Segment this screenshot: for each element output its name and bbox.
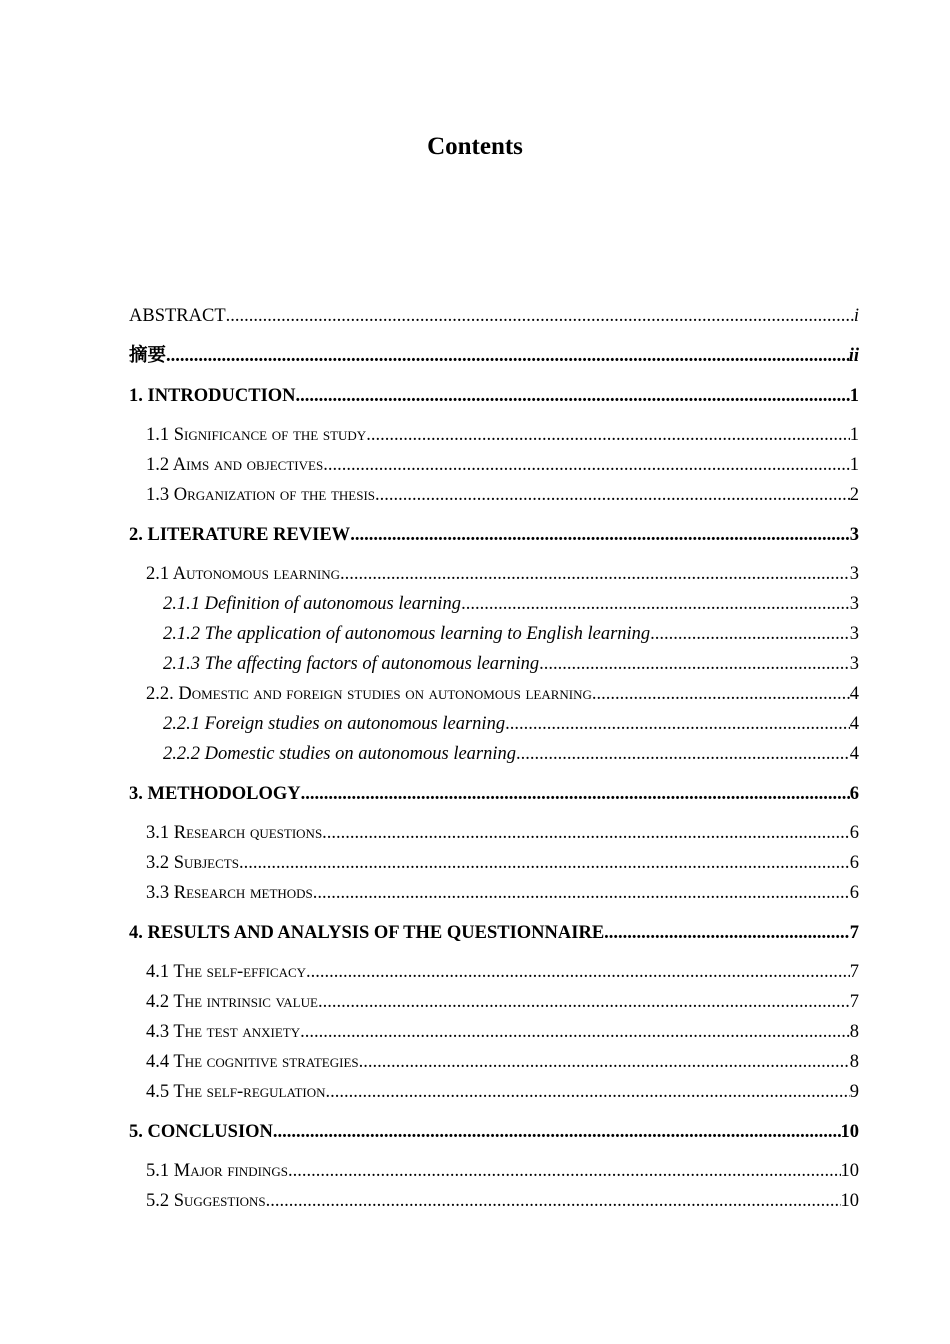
toc-entry-title: 2.1.1 Definition of autonomous learning	[163, 594, 462, 614]
toc-dot-leader	[301, 783, 850, 805]
toc-page-number: 9	[849, 1082, 859, 1102]
toc-entry-title: 2.1.3 The affecting factors of autonomous learning	[163, 654, 540, 674]
toc-entry[interactable]	[129, 783, 859, 805]
toc-dot-leader	[326, 1081, 850, 1103]
toc-page-number: 6	[849, 853, 859, 873]
toc-page-number: ii	[848, 346, 859, 366]
toc-dot-leader	[340, 563, 850, 585]
toc-page-number: 7	[849, 992, 859, 1012]
toc-entry-title: 2.1.2 The application of autonomous learning to English learning	[163, 624, 651, 644]
toc-entry[interactable]	[129, 454, 859, 476]
toc-entry-title: 3.2 Subjects	[146, 853, 239, 873]
toc-page-number: 6	[849, 784, 859, 804]
toc-entry-title: 5.2 Suggestions	[146, 1191, 266, 1211]
toc-dot-leader	[650, 623, 850, 645]
toc-dot-leader	[516, 743, 850, 765]
toc-entry[interactable]	[129, 563, 859, 585]
toc-page-number: 8	[849, 1052, 859, 1072]
toc-entry[interactable]	[129, 1051, 859, 1073]
toc-dot-leader	[273, 1121, 841, 1143]
toc-page-number: 8	[849, 1022, 859, 1042]
toc-dot-leader	[296, 385, 850, 407]
toc-page-number: 6	[849, 883, 859, 903]
toc-page-number: 3	[849, 564, 859, 584]
toc-entry[interactable]	[129, 484, 859, 506]
toc-entry-title: 3.3 Research methods	[146, 883, 313, 903]
toc-page-number: 4	[849, 684, 859, 704]
toc-dot-leader	[505, 713, 850, 735]
toc-entry[interactable]	[129, 653, 859, 675]
toc-entry-title: 4.4 The cognitive strategies	[146, 1052, 359, 1072]
toc-entry-title: 1.3 Organization of the thesis	[146, 485, 376, 505]
toc-dot-leader	[266, 1190, 841, 1212]
toc-entry-title: 1. INTRODUCTION	[129, 386, 296, 406]
toc-dot-leader	[226, 305, 854, 327]
toc-page-number: 1	[849, 386, 859, 406]
toc-entry-title: 4.1 The self-efficacy	[146, 962, 307, 982]
toc-entry-title: 1.2 Aims and objectives	[146, 455, 324, 475]
toc-page-number: 10	[840, 1191, 859, 1211]
toc-page-number: 4	[849, 744, 859, 764]
toc-dot-leader	[300, 1021, 850, 1043]
toc-entry[interactable]	[129, 623, 859, 645]
toc-entry-title: 5. CONCLUSION	[129, 1122, 273, 1142]
toc-page-number: 3	[849, 624, 859, 644]
toc-page-number: 6	[849, 823, 859, 843]
toc-entry[interactable]	[129, 882, 859, 904]
toc-page-number: 7	[849, 962, 859, 982]
toc-entry-title: 4. RESULTS AND ANALYSIS OF THE QUESTIONNAIRE	[129, 923, 605, 943]
toc-entry[interactable]	[129, 961, 859, 983]
toc-page-number: 4	[849, 714, 859, 734]
toc-page-number: 7	[849, 923, 859, 943]
toc-dot-leader	[592, 683, 850, 705]
toc-entry-title: 1.1 Significance of the study	[146, 425, 367, 445]
toc-entry-title: 2.1 Autonomous learning	[146, 564, 340, 584]
page-title: Contents	[427, 133, 523, 160]
toc-entry-title: 2.2. Domestic and foreign studies on autonomous learning	[146, 684, 592, 704]
toc-dot-leader	[604, 922, 850, 944]
toc-page-number: 10	[840, 1161, 859, 1181]
toc-entry[interactable]	[129, 593, 859, 615]
toc-entry-title: 2. LITERATURE REVIEW	[129, 525, 351, 545]
toc-page-number: 3	[849, 525, 859, 545]
toc-page-number: 3	[849, 594, 859, 614]
toc-entry[interactable]	[129, 305, 859, 327]
toc-entry-title: 2.2.1 Foreign studies on autonomous learning	[163, 714, 506, 734]
toc-page-number: 10	[840, 1122, 859, 1142]
toc-page-number: 1	[849, 425, 859, 445]
toc-dot-leader	[313, 882, 850, 904]
toc-entry[interactable]	[129, 922, 859, 944]
toc-entry[interactable]	[129, 1190, 859, 1212]
toc-entry-title: 5.1 Major findings	[146, 1161, 289, 1181]
toc-dot-leader	[166, 345, 849, 367]
toc-dot-leader	[359, 1051, 850, 1073]
toc-page-number: i	[853, 306, 859, 326]
toc-dot-leader	[323, 454, 850, 476]
toc-entry[interactable]	[129, 713, 859, 735]
toc-entry[interactable]	[129, 524, 859, 546]
toc-dot-leader	[306, 961, 850, 983]
toc-entry-title: 4.2 The intrinsic value	[146, 992, 318, 1012]
toc-entry-title: 4.5 The self-regulation	[146, 1082, 326, 1102]
toc-dot-leader	[375, 484, 850, 506]
toc-entry-title: ABSTRACT	[129, 306, 226, 326]
toc-dot-leader	[461, 593, 850, 615]
toc-entry[interactable]	[129, 1021, 859, 1043]
toc-dot-leader	[366, 424, 850, 446]
toc-entry-title: 2.2.2 Domestic studies on autonomous learning	[163, 744, 517, 764]
toc-entry-title: 摘要	[129, 346, 167, 366]
toc-dot-leader	[539, 653, 850, 675]
toc-dot-leader	[350, 524, 850, 546]
toc-entry[interactable]	[129, 852, 859, 874]
toc-entry[interactable]	[129, 1081, 859, 1103]
toc-page-number: 3	[849, 654, 859, 674]
toc-page-number: 1	[849, 455, 859, 475]
toc-entry[interactable]	[129, 991, 859, 1013]
toc-entry-title: 3.1 Research questions	[146, 823, 323, 843]
toc-page-number: 2	[849, 485, 859, 505]
toc-dot-leader	[318, 991, 850, 1013]
toc-entry[interactable]	[129, 822, 859, 844]
toc-entry[interactable]	[129, 1160, 859, 1182]
toc-entry[interactable]	[129, 743, 859, 765]
toc-entry[interactable]	[129, 1121, 859, 1143]
toc-dot-leader	[322, 822, 850, 844]
toc-entry[interactable]	[129, 385, 859, 407]
toc-entry[interactable]	[129, 345, 859, 367]
toc-entry[interactable]	[129, 683, 859, 705]
toc-entry-title: 3. METHODOLOGY	[129, 784, 301, 804]
toc-dot-leader	[239, 852, 850, 874]
toc-dot-leader	[288, 1160, 840, 1182]
table-of-contents	[129, 305, 859, 1212]
toc-entry-title: 4.3 The test anxiety	[146, 1022, 301, 1042]
toc-entry[interactable]	[129, 424, 859, 446]
